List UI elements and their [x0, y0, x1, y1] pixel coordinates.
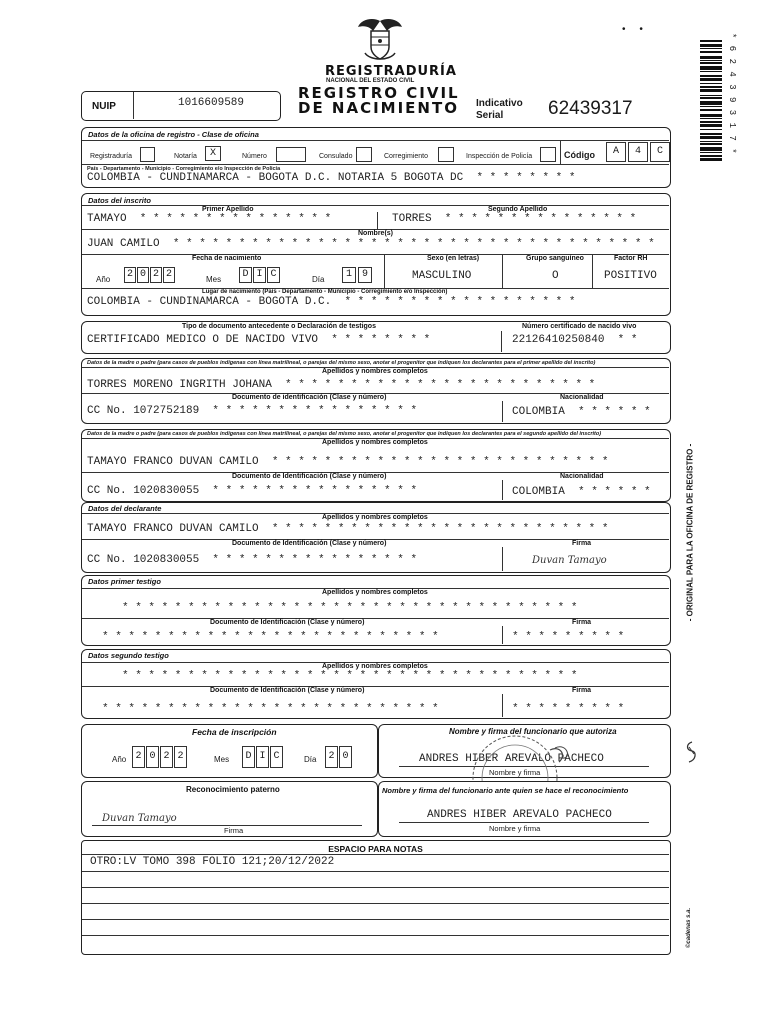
madre-section — [81, 358, 671, 424]
factor-rh-value: POSITIVO — [604, 270, 657, 282]
mes-insc-label: Mes — [214, 755, 230, 764]
ano-insc-digit-1[interactable]: 2 — [132, 746, 145, 768]
consulado-label: Consulado — [319, 153, 353, 160]
madre-doc-value: CC No. 1072752189 * * * * * * * * * * * * * * * * — [87, 405, 418, 417]
numero-certificado-label: Número certificado de nacido vivo — [522, 323, 637, 330]
padre-nacionalidad-value: COLOMBIA * * * * * * — [512, 486, 651, 498]
padre-doc-label: Documento de Identificación (Clase y número) — [232, 473, 387, 480]
testigo1-doc-label: Documento de Identificación (Clase y número) — [210, 619, 365, 626]
ano-insc-digit-3[interactable]: 2 — [160, 746, 173, 768]
oficina-section-title: Datos de la oficina de registro - Clase de oficina — [88, 130, 259, 139]
madre-nombres-label: Apellidos y nombres completos — [322, 368, 428, 375]
testigo2-doc-label: Documento de Identificación (Clase y número) — [210, 687, 365, 694]
inspeccion-checkbox[interactable] — [540, 147, 556, 162]
dia-insc-label: Día — [304, 755, 317, 764]
document-title-line2: DE NACIMIENTO — [298, 99, 459, 117]
lugar-nacimiento-label: Lugar de nacimiento (País - Departamento - Municipio - Corregimiento e/o Inspección) — [202, 289, 448, 295]
declarante-doc-value: CC No. 1020830055 * * * * * * * * * * * * * * * * — [87, 554, 418, 566]
document-title-line1: REGISTRO CIVIL — [298, 84, 460, 102]
padre-nacionalidad-label: Nacionalidad — [560, 473, 604, 480]
testigo2-section-title: Datos segundo testigo — [88, 651, 169, 660]
antecedente-section — [81, 321, 671, 354]
inscrito-section — [81, 193, 671, 316]
ano-insc-label: Año — [112, 755, 127, 764]
dia-insc-digit-1[interactable]: 2 — [325, 746, 338, 768]
codigo-char-2[interactable]: 4 — [628, 142, 648, 162]
sexo-label: Sexo (en letras) — [427, 255, 480, 262]
testigo1-firma-value: * * * * * * * * * — [512, 631, 625, 643]
reconocimiento-firma-label: Firma — [224, 826, 244, 835]
testigo1-nombres-label: Apellidos y nombres completos — [322, 589, 428, 596]
inscrito-section-title: Datos del inscrito — [88, 196, 151, 205]
inspeccion-label: Inspección de Policía — [466, 153, 533, 160]
funcionario-autoriza-label: Nombre y firma del funcionario que autoriza — [449, 727, 617, 736]
padre-nombres-label: Apellidos y nombres completos — [322, 439, 428, 446]
madre-section-title: Datos de la madre o padre (para casos de pueblos indígenas con línea matrilineal, o parejas del mismo sexo, anotar el progenitor que indiquen los declarantes para el primer apellido del inscrito) — [87, 360, 596, 366]
declarante-doc-label: Documento de Identificación (Clase y número) — [232, 540, 387, 547]
declarante-nombres-value: TAMAYO FRANCO DUVAN CAMILO * * * * * * * * * * * * * * * * * * * * * * * * * * — [87, 523, 609, 535]
nombres-label: Nombre(s) — [358, 230, 394, 237]
mes-nac-char-1[interactable]: D — [239, 267, 252, 283]
primer-apellido-value: TAMAYO * * * * * * * * * * * * * * * — [87, 213, 332, 225]
indicativo-label: Indicativo — [476, 98, 523, 109]
mes-insc-char-1[interactable]: D — [242, 746, 255, 768]
madre-doc-label: Documento de identificación (Clase y número) — [232, 394, 387, 401]
madre-nacionalidad-label: Nacionalidad — [560, 394, 604, 401]
notaria-checkbox[interactable]: X — [205, 146, 221, 161]
dia-nac-label: Día — [312, 275, 325, 284]
barcode — [700, 40, 722, 190]
testigo1-section-title: Datos primer testigo — [88, 577, 161, 586]
fecha-nacimiento-label: Fecha de nacimiento — [192, 255, 262, 262]
codigo-char-1[interactable]: A — [606, 142, 626, 162]
ano-nac-digit-3[interactable]: 2 — [150, 267, 162, 283]
corregimiento-checkbox[interactable] — [438, 147, 454, 162]
ano-insc-digit-2[interactable]: 0 — [146, 746, 159, 768]
codigo-char-3[interactable]: C — [650, 142, 670, 162]
dia-nac-digit-1[interactable]: 1 — [342, 267, 356, 283]
funcionario-reconocimiento-firma-label: Nombre y firma — [489, 824, 541, 833]
registraduria-checkbox[interactable] — [140, 147, 155, 162]
reconocimiento-paterno-label: Reconocimiento paterno — [186, 785, 280, 794]
serial-value: 62439317 — [548, 98, 633, 119]
segundo-apellido-label: Segundo Apellido — [488, 206, 548, 213]
numero-certificado-value: 22126410250840 * * — [512, 334, 638, 346]
dia-nac-digit-2[interactable]: 9 — [358, 267, 372, 283]
notaria-label: Notaría — [174, 153, 197, 160]
testigo1-section — [81, 575, 671, 646]
funcionario-reconocimiento-label: Nombre y firma del funcionario ante quien se hace el reconocimiento — [382, 786, 629, 795]
lugar-oficina-value: COLOMBIA - CUNDINAMARCA - BOGOTA D.C. NOTARIA 5 BOGOTA DC * * * * * * * * — [87, 172, 576, 184]
testigo2-firma-value: * * * * * * * * * — [512, 703, 625, 715]
padre-section — [81, 429, 671, 502]
sexo-value: MASCULINO — [412, 270, 472, 282]
nuip-label: NUIP — [92, 101, 116, 112]
header-dots: • • — [622, 24, 643, 35]
printer-mark: ©cadenas s.a. — [686, 907, 692, 948]
ano-insc-digit-4[interactable]: 2 — [174, 746, 187, 768]
madre-nacionalidad-value: COLOMBIA * * * * * * — [512, 406, 651, 418]
segundo-apellido-value: TORRES * * * * * * * * * * * * * * * — [392, 213, 637, 225]
testigo1-firma-label: Firma — [572, 619, 592, 626]
registraduria-label: Registraduría — [90, 153, 133, 160]
declarante-nombres-label: Apellidos y nombres completos — [322, 514, 428, 521]
madre-nombres-value: TORRES MORENO INGRITH JOHANA * * * * * * * * * * * * * * * * * * * * * * * * — [87, 379, 596, 391]
tipo-documento-label: Tipo de documento antecedente o Declaración de testigos — [182, 323, 376, 330]
notas-title: ESPACIO PARA NOTAS — [328, 844, 423, 854]
fecha-inscripcion-label: Fecha de inscripción — [192, 727, 277, 737]
testigo1-nombres-value: * * * * * * * * * * * * * * * * * * * * * * * * * * * * * * * * * * * — [122, 602, 578, 614]
grupo-sanguineo-value: O — [552, 270, 559, 282]
testigo2-firma-label: Firma — [572, 687, 592, 694]
mes-nac-char-3[interactable]: C — [267, 267, 280, 283]
nombres-value: JUAN CAMILO * * * * * * * * * * * * * * * * * * * * * * * * * * * * * * * * * * * * * — [87, 238, 655, 250]
ano-nac-digit-2[interactable]: 0 — [137, 267, 149, 283]
notas-section — [81, 840, 671, 955]
codigo-label: Código — [564, 150, 595, 160]
funcionario-reconocimiento-section — [378, 781, 671, 837]
lugar-nacimiento-value: COLOMBIA - CUNDINAMARCA - BOGOTA D.C. * * * * * * * * * * * * * * * * * * — [87, 296, 576, 308]
testigo2-doc-value: * * * * * * * * * * * * * * * * * * * * * * * * * * — [102, 703, 439, 715]
registraduria-subtitle: NACIONAL DEL ESTADO CIVIL — [326, 78, 415, 84]
margin-scribble-icon — [684, 740, 698, 764]
numero-label: Número — [242, 153, 267, 160]
coat-of-arms-icon — [355, 15, 405, 63]
funcionario-autoriza-firma-label: Nombre y firma — [489, 768, 541, 777]
ano-nac-digit-4[interactable]: 2 — [163, 267, 175, 283]
padre-doc-value: CC No. 1020830055 * * * * * * * * * * * * * * * * — [87, 485, 418, 497]
grupo-sanguineo-label: Grupo sanguíneo — [526, 255, 584, 262]
barcode-code: * 6 2 4 3 9 3 1 7 * — [727, 33, 737, 155]
mes-nac-char-2[interactable]: I — [253, 267, 266, 283]
padre-section-title: Datos de la madre o padre (para casos de pueblos indígenas con línea matrilineal, o parejas del mismo sexo, anotar el progenitor que indiquen los declarantes para el segundo apellido del inscrito) — [87, 431, 602, 437]
nuip-box — [81, 91, 281, 121]
inscripcion-fecha-section — [81, 724, 378, 778]
ano-nac-digit-1[interactable]: 2 — [124, 267, 136, 283]
registraduria-title: REGISTRADURÍA — [325, 64, 457, 79]
mes-insc-char-3[interactable]: C — [270, 746, 283, 768]
nuip-value: 1016609589 — [178, 97, 245, 109]
primer-apellido-label: Primer Apellido — [202, 206, 254, 213]
notas-line-1: OTRO:LV TOMO 398 FOLIO 121;20/12/2022 — [90, 856, 335, 868]
factor-rh-label: Factor RH — [614, 255, 648, 262]
declarante-firma-label: Firma — [572, 540, 592, 547]
mes-insc-char-2[interactable]: I — [256, 746, 269, 768]
testigo2-nombres-label: Apellidos y nombres completos — [322, 663, 428, 670]
lugar-oficina-label: País - Departamento - Municipio - Corregimiento e/o Inspección de Policía — [87, 166, 281, 172]
numero-box[interactable] — [276, 147, 306, 162]
corregimiento-label: Corregimiento — [384, 153, 428, 160]
testigo1-doc-value: * * * * * * * * * * * * * * * * * * * * * * * * * * — [102, 631, 439, 643]
dia-insc-digit-2[interactable]: 0 — [339, 746, 352, 768]
original-side-text: - ORIGINAL PARA LA OFICINA DE REGISTRO - — [685, 443, 695, 622]
ano-nac-label: Año — [96, 275, 111, 284]
oficina-section — [81, 127, 671, 188]
testigo2-section — [81, 649, 671, 719]
funcionario-reconocimiento-value: ANDRES HIBER AREVALO PACHECO — [427, 809, 612, 821]
funcionario-autoriza-value: ANDRES HIBER AREVALO PACHECO — [419, 753, 604, 765]
declarante-section-title: Datos del declarante — [88, 504, 162, 513]
reconocimiento-firma-signature: Duvan Tamayo — [102, 813, 177, 824]
declarante-firma-signature: Duvan Tamayo — [532, 555, 607, 566]
mes-nac-label: Mes — [206, 275, 222, 284]
tipo-documento-value: CERTIFICADO MEDICO O DE NACIDO VIVO * * * * * * * * — [87, 334, 431, 346]
consulado-checkbox[interactable] — [356, 147, 372, 162]
testigo2-nombres-value: * * * * * * * * * * * * * * * * * * * * * * * * * * * * * * * * * * * — [122, 670, 578, 682]
reconocimiento-paterno-section — [81, 781, 378, 837]
declarante-section — [81, 502, 671, 573]
serial-label: Serial — [476, 110, 504, 121]
padre-nombres-value: TAMAYO FRANCO DUVAN CAMILO * * * * * * * * * * * * * * * * * * * * * * * * * * — [87, 456, 609, 468]
